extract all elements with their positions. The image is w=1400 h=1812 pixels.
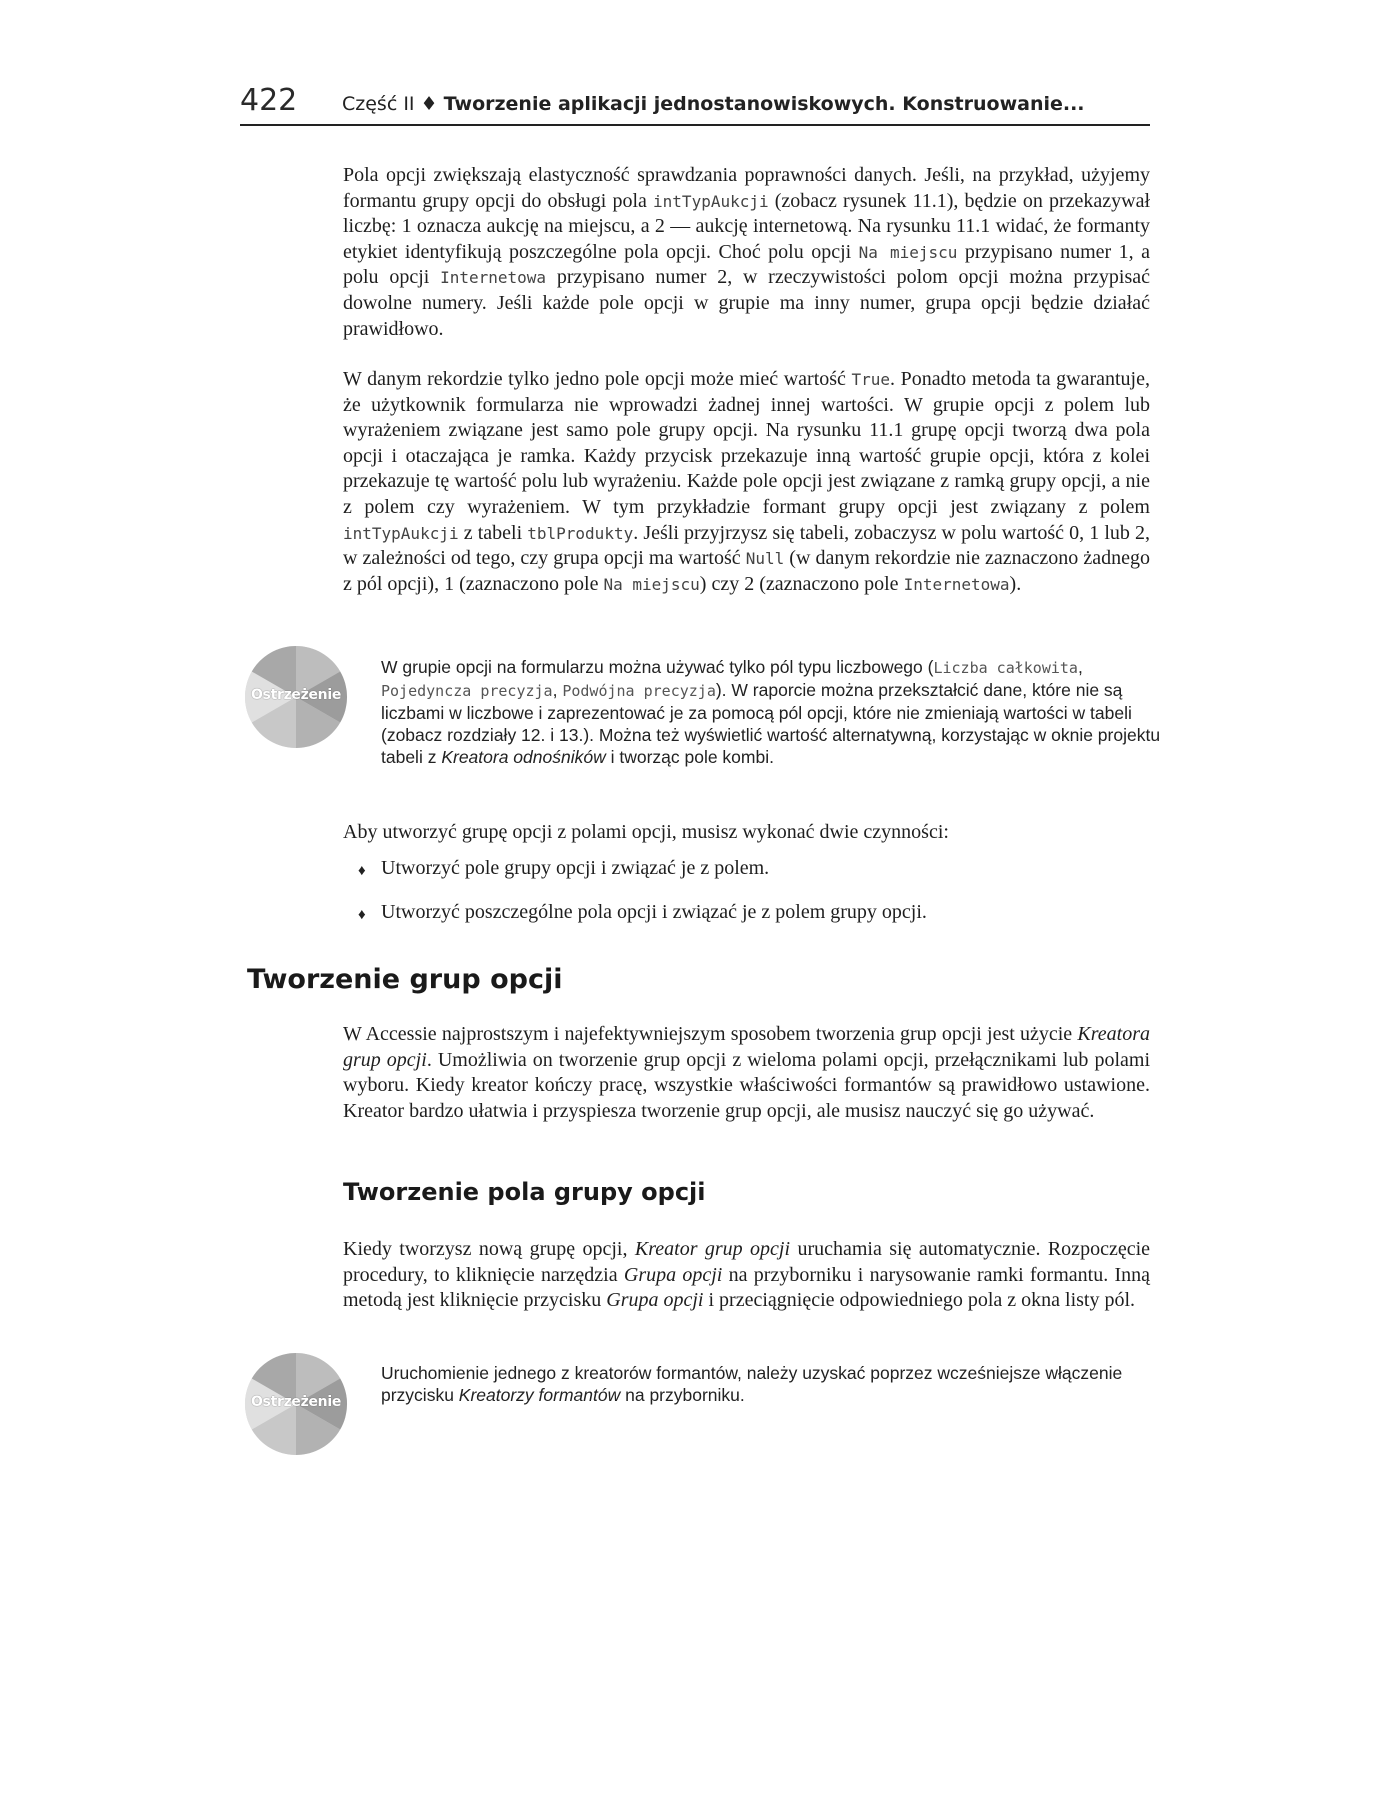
- code-term: Liczba całkowita: [933, 659, 1078, 677]
- code-term: Na miejscu: [858, 242, 958, 262]
- text: W danym rekordzie tylko jedno pole opcji może mieć wartość: [343, 368, 852, 390]
- italic-term: Grupa opcji: [606, 1289, 704, 1312]
- text: ,: [1077, 657, 1083, 677]
- code-term: True: [851, 370, 891, 389]
- text: przypisano numer 2, w rzeczywistości polom opcji można przypisać dowolne numery. Jeśli każde pole opcji w grupie ma inny numer, grupa opcji będzie działać prawidłowo.: [343, 266, 1150, 340]
- list-item: [343, 899, 1150, 925]
- diamond-bullet-icon: ♦: [358, 907, 366, 923]
- list-item-text: Utworzyć poszczególne pola opcji i związać je z polem grupy opcji.: [381, 901, 927, 923]
- text: ) czy 2 (zaznaczono pole: [699, 572, 904, 595]
- diamond-bullet-icon: ♦: [358, 863, 366, 879]
- text: . Umożliwia on tworzenie grup opcji z wieloma polami opcji, przełącznikami lub polami wyboru. Kiedy kreator kończy pracę, wszystkie właściwości formantów są prawidłowo ustawione. Kreator bardzo ułatwia i przyspiesza tworzenie grup opcji, ale musisz nauczyć się go używać.: [343, 1048, 1150, 1122]
- text: uruchamia się automatycznie. Rozpoczęcie procedury, to kliknięcie narzędzia: [343, 1238, 1151, 1286]
- running-header: [240, 84, 1150, 126]
- text: Kiedy tworzysz nową grupę opcji,: [343, 1238, 635, 1260]
- list-item: [343, 855, 1150, 881]
- code-term: Podwójna precyzja: [562, 682, 716, 700]
- part-label: Część II ♦: [342, 93, 444, 115]
- warning-icon-label: Ostrzeżenie: [250, 687, 342, 703]
- text: z tabeli: [458, 521, 528, 544]
- text: ,: [552, 680, 563, 700]
- subsection-heading: Tworzenie pola grupy opcji: [343, 1178, 706, 1206]
- code-term: Internetowa: [440, 268, 547, 288]
- text: W Accessie najprostszym i najefektywniejszym sposobem tworzenia grup opcji jest użycie: [343, 1023, 1078, 1045]
- text: . Jeśli przyjrzysz się tabeli, zobaczysz w polu wartość 0, 1 lub 2, w zależności od tego, czy grupa opcji ma wartość: [343, 521, 1150, 570]
- code-term: tblProdukty: [527, 523, 634, 543]
- section-heading: Tworzenie grup opcji: [247, 964, 563, 995]
- code-term: Pojedyncza precyzja: [381, 682, 553, 700]
- list-item-text: Utworzyć pole grupy opcji i związać je z polem.: [381, 857, 770, 879]
- text: ). W raporcie można przekształcić dane, które nie są liczbami w liczbowe i zaprezentować je za pomocą pól opcji, które nie zmieniają wartości w tabeli (zobacz rozdziały 12. i 13.). Można też wyświetlić wartość alternatywną, korzystając w oknie projektu tabeli z: [381, 680, 1161, 767]
- text: (w danym rekordzie nie zaznaczono żadnego z pól opcji), 1 (zaznaczono pole: [343, 547, 1150, 595]
- text: na przyborniku.: [620, 1385, 745, 1405]
- bullet-list: [343, 855, 1150, 943]
- text: Pola opcji zwiększają elastyczność sprawdzania poprawności danych. Jeśli, na przykład, użyjemy formantu grupy opcji do obsługi pola: [343, 164, 1150, 212]
- warning-note-1: [381, 656, 1161, 768]
- code-term: Internetowa: [903, 574, 1010, 594]
- text: . Ponadto metoda ta gwarantuje, że użytkownik formularza nie wprowadzi żadnej innej wartości. W grupie opcji z polem lub wyrażeniem związane jest samo pole grupy opcji. Na rysunku 11.1 grupę opcji tworzą dwa pola opcji i otaczająca je ramka. Każdy przycisk przekazuje inną wartość grupie opcji, która z kolei przekazuje tę wartość polu lub wyrażeniu. Każde pole opcji jest związane z ramką grupy opcji, a nie z polem czy wyrażeniem. W tym przykładzie formant grupy opcji jest związany z polem: [343, 368, 1150, 518]
- text: przypisano numer 1, a polu opcji: [343, 240, 1150, 289]
- chapter-title: Tworzenie aplikacji jednostanowiskowych. Konstruowanie...: [443, 93, 1085, 115]
- paragraph-1: [343, 163, 1150, 342]
- text: ).: [1009, 572, 1022, 595]
- paragraph-5: [343, 1237, 1150, 1314]
- italic-term: Kreatora odnośników: [441, 747, 606, 767]
- code-term: Null: [745, 549, 785, 569]
- text: W grupie opcji na formularzu można używać tylko pól typu liczbowego (: [381, 657, 934, 677]
- italic-term: Grupa opcji: [623, 1263, 723, 1286]
- text: (zobacz rysunek 11.1), będzie on przekazywał liczbę: 1 oznacza aukcję na miejscu, a 2 — aukcję internetową. Na rysunku 11.1 widać, że formanty etykiet identyfikują poszczególne pola opcji. Choć polu opcji: [343, 189, 1150, 263]
- text: na przyborniku i narysowanie ramki formantu. Inną metodą jest kliknięcie przycisku: [343, 1263, 1151, 1312]
- warning-icon: [244, 645, 348, 749]
- paragraph-2: [343, 367, 1150, 597]
- warning-note-2: [381, 1362, 1161, 1406]
- code-term: intTypAukcji: [653, 191, 769, 211]
- italic-term: Kreatorzy formantów: [458, 1385, 621, 1405]
- italic-term: Kreatora grup opcji: [343, 1023, 1150, 1071]
- paragraph-4: [343, 1022, 1150, 1124]
- running-title: [342, 92, 1085, 116]
- page-number: 422: [240, 83, 298, 118]
- text: Uruchomienie jednego z kreatorów formantów, należy uzyskać poprzez wcześniejsze włączenie przycisku: [381, 1363, 1123, 1405]
- paragraph-3: Aby utworzyć grupę opcji z polami opcji, musisz wykonać dwie czynności:: [343, 821, 949, 843]
- code-term: intTypAukcji: [343, 523, 459, 543]
- italic-term: Kreator grup opcji: [634, 1238, 791, 1260]
- code-term: Na miejscu: [603, 574, 700, 594]
- text: i tworząc pole kombi.: [605, 747, 774, 767]
- text: i przeciągnięcie odpowiedniego pola z okna listy pól.: [703, 1289, 1136, 1312]
- warning-icon-label: Ostrzeżenie: [250, 1394, 342, 1410]
- warning-icon: [244, 1352, 348, 1456]
